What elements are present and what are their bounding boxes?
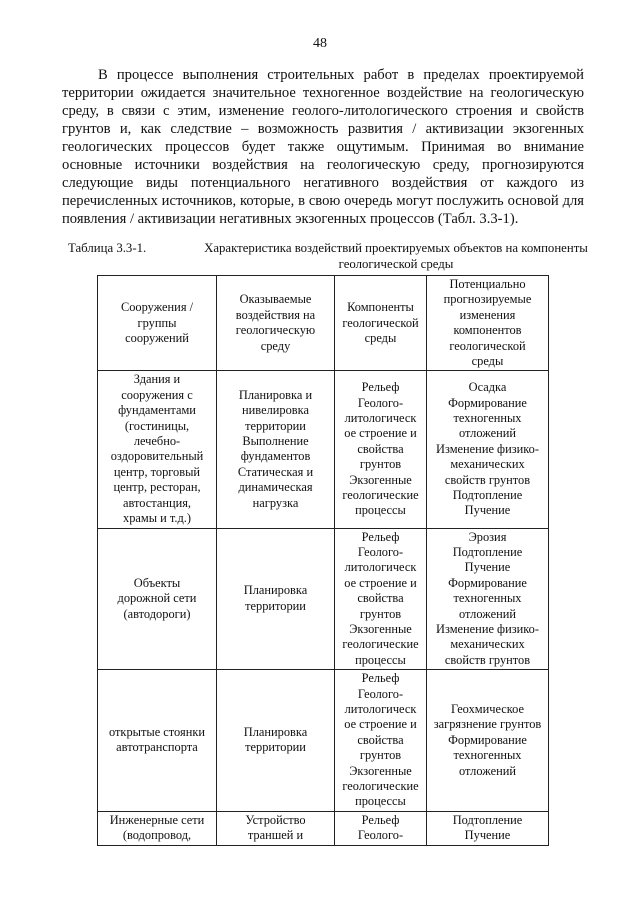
impact-table	[97, 275, 549, 846]
cell-structure: Инженерные сети (водопровод,	[98, 811, 217, 845]
cell-structure: открытые стоянки автотранспорта	[98, 670, 217, 812]
table-row	[98, 528, 549, 670]
cell-structure: Объекты дорожной сети (автодороги)	[98, 528, 217, 670]
cell-impact: Планировка территории	[217, 528, 335, 670]
table-title: Характеристика воздействий проектируемых объектов на компоненты геологической среды	[204, 241, 588, 271]
table-row	[98, 371, 549, 528]
cell-components: Рельеф Геолого- литологическ ое строение и свойства грунтов Экзогенные геологические процессы	[335, 371, 427, 528]
cell-structure: Здания и сооружения с фундаментами (гостиницы, лечебно- оздоровительный центр, торговый центр, ресторан, автостанция, храмы и т.д.)	[98, 371, 217, 528]
body-paragraph: В процессе выполнения строительных работ в пределах проектируемой территории ожидается значительное техногенное воздействие на геологическую среду, в связи с этим, изменение геолого-литологического строения и свойств грунтов и, как следствие – возможность развития / активизации экзогенных геологических процессов будет также ощутимым. Принимая во внимание основные источники воздействия на геологическую среду, прогнозируются следующие виды потенциального негативного воздействия от каждого из перечисленных источников, которые, в свою очередь могут послужить основой для появления / активизации негативных экзогенных процессов (Табл. 3.3-1).	[62, 67, 584, 227]
header-structures: Сооружения / группы сооружений	[98, 276, 217, 371]
page-number: 48	[313, 36, 327, 51]
header-impacts: Оказываемые воздействия на геологическую среду	[217, 276, 335, 371]
table-label: Таблица 3.3-1.	[68, 241, 147, 255]
cell-impact: Устройство траншей и	[217, 811, 335, 845]
cell-components: Рельеф Геолого-	[335, 811, 427, 845]
cell-changes: Геохмическое загрязнение грунтов Формирование техногенных отложений	[427, 670, 549, 812]
table-row	[98, 670, 549, 812]
cell-components: Рельеф Геолого- литологическ ое строение и свойства грунтов Экзогенные геологические процессы	[335, 528, 427, 670]
cell-components: Рельеф Геолого- литологическ ое строение и свойства грунтов Экзогенные геологические процессы	[335, 670, 427, 812]
table-row	[98, 811, 549, 845]
header-changes: Потенциально прогнозируемые изменения компонентов геологической среды	[427, 276, 549, 371]
cell-changes: Осадка Формирование техногенных отложений Изменение физико- механических свойств грунтов Подтопление Пучение	[427, 371, 549, 528]
cell-changes: Подтопление Пучение	[427, 811, 549, 845]
header-components: Компоненты геологической среды	[335, 276, 427, 371]
cell-impact: Планировка территории	[217, 670, 335, 812]
cell-impact: Планировка и нивелировка территории Выполнение фундаментов Статическая и динамическая нагрузка	[217, 371, 335, 528]
table-header-row	[98, 276, 549, 371]
cell-changes: Эрозия Подтопление Пучение Формирование техногенных отложений Изменение физико- механических свойств грунтов	[427, 528, 549, 670]
